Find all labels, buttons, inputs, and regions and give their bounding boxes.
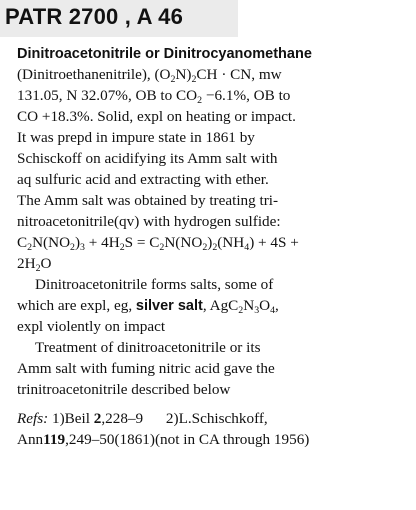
equation-text: O	[40, 255, 52, 272]
subscript: 2	[212, 241, 218, 253]
equation-text: )	[74, 234, 81, 251]
subscript: 2	[70, 241, 75, 253]
equation-line	[17, 232, 409, 253]
salts-text: N	[243, 297, 255, 314]
subscript: 2	[191, 73, 197, 85]
subscript: 2	[27, 241, 33, 253]
reference-text: ,249–50(1861)(not in CA through 1956)	[65, 431, 310, 448]
equation-text: )	[207, 234, 213, 251]
subscript: 2	[197, 94, 203, 106]
formula-text: (Dinitroethanenitrile), (O	[17, 66, 171, 83]
text-line: trinitroacetonitrile described below	[17, 381, 231, 398]
text-line: aq sulfuric acid and extracting with ether.	[17, 171, 269, 188]
subscript: 2	[238, 304, 244, 316]
paragraph-treatment-line: Treatment of dinitroacetonitrile or its	[35, 339, 261, 356]
text-line: expl violently on impact	[17, 318, 166, 335]
entry-body	[17, 43, 409, 450]
references-line-2	[17, 429, 409, 450]
equation-text: (NH	[217, 234, 245, 251]
formula-text: CH · CN, mw	[196, 66, 282, 83]
equation-text: + 4H	[84, 234, 120, 251]
properties-line	[17, 85, 409, 106]
subscript: 2	[35, 262, 41, 274]
text-line: It was prepd in impure state in 1861 by	[17, 129, 255, 146]
header-label: PATR 2700 , A 46	[5, 4, 184, 29]
silver-salt-term: silver salt	[135, 298, 203, 314]
subscript: 2	[170, 73, 176, 85]
subscript: 2	[119, 241, 125, 253]
header-label-box	[0, 0, 238, 37]
equation-text: N(NO	[164, 234, 203, 251]
subscript: 3	[80, 241, 85, 253]
reference-volume: 2	[93, 410, 102, 427]
text-line: nitroacetonitrile(qv) with hydrogen sulfide:	[17, 213, 281, 230]
text-line: The Amm salt was obtained by treating tri-	[17, 192, 279, 209]
salts-text: O	[259, 297, 271, 314]
equation-text: N(NO	[32, 234, 71, 251]
references-label: Refs:	[17, 410, 49, 427]
formula-text: N)	[175, 66, 192, 83]
subscript: 3	[254, 304, 260, 316]
properties-text: 131.05, N 32.07%, OB to CO	[17, 87, 198, 104]
salts-text: , AgC	[202, 297, 239, 314]
reference-volume: 119	[43, 431, 66, 448]
equation-text: S = C	[124, 234, 160, 251]
properties-text: −6.1%, OB to	[202, 87, 291, 104]
reference-text: 1)Beil	[48, 410, 94, 427]
references-line-1	[17, 408, 409, 429]
text-line: Amm salt with fuming nitric acid gave the	[17, 360, 275, 377]
text-line: CO +18.3%. Solid, expl on heating or impact.	[17, 108, 296, 125]
subscript: 2	[159, 241, 165, 253]
paragraph-salts-line: Dinitroacetonitrile forms salts, some of	[35, 276, 274, 293]
salts-text: ,	[275, 297, 279, 314]
salts-text: which are expl, eg,	[17, 297, 136, 314]
subscript: 4	[244, 241, 250, 253]
equation-line-2	[17, 253, 409, 274]
entry-title-line	[17, 43, 409, 64]
subscript: 2	[202, 241, 208, 253]
reference-text: Ann	[17, 431, 44, 448]
equation-text: ) + 4S +	[249, 234, 299, 251]
equation-text: C	[17, 234, 28, 251]
text-line: Schisckoff on acidifying its Amm salt with	[17, 150, 278, 167]
entry-title: Dinitroacetonitrile or Dinitrocyanomethane	[17, 46, 312, 62]
formula-line	[17, 64, 409, 85]
silver-salt-line	[17, 295, 409, 316]
equation-text: 2H	[17, 255, 36, 272]
reference-text: ,228–9 2)L.Schischkoff,	[101, 410, 268, 427]
subscript: 4	[270, 304, 276, 316]
